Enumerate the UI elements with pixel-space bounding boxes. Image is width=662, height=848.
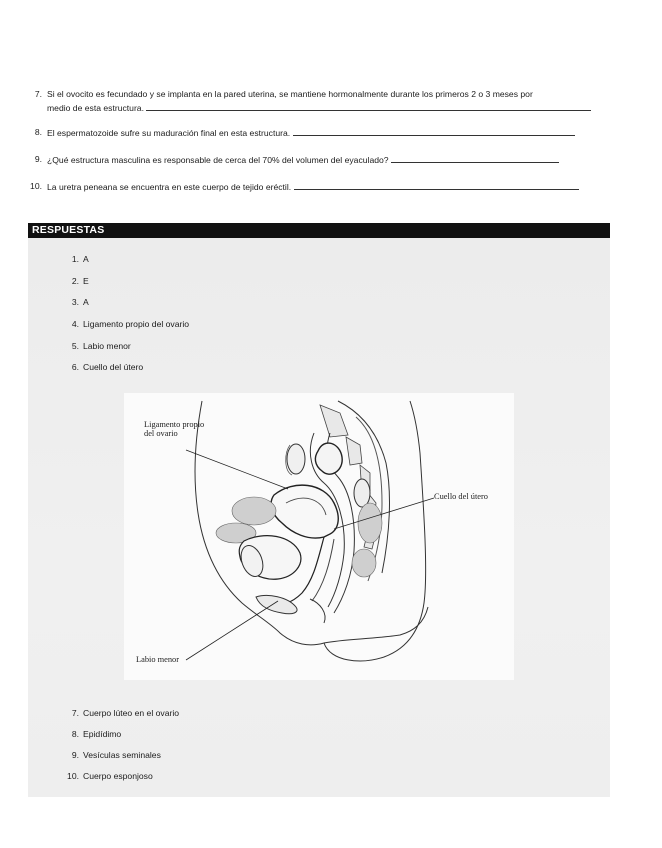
question-text: La uretra peneana se encuentra en este cuerpo de tejido eréctil. (47, 182, 292, 192)
answer-item (60, 707, 360, 719)
question-text: ¿Qué estructura masculina es responsable de cerca del 70% del volumen del eyaculado? (47, 155, 389, 165)
question-number: 8. (34, 127, 42, 137)
answer-blank[interactable] (293, 126, 575, 136)
answer-blank[interactable] (391, 153, 559, 163)
question-number: 7. (34, 89, 42, 99)
question-9 (30, 153, 610, 167)
answer-item (60, 318, 360, 330)
answer-blank[interactable] (146, 101, 591, 111)
answer-number: 7. (71, 708, 79, 718)
answer-blank[interactable] (294, 180, 579, 190)
answer-number: 5. (71, 341, 79, 351)
answer-number: 1. (71, 254, 79, 264)
answer-item (60, 253, 360, 265)
question-number: 9. (34, 154, 42, 164)
answer-text: A (83, 297, 89, 307)
answer-item (60, 770, 360, 782)
question-number: 10. (30, 181, 42, 191)
answer-text: E (83, 276, 89, 286)
answers-title: RESPUESTAS (32, 224, 105, 236)
answer-number: 10. (67, 771, 79, 781)
answers-banner (28, 223, 610, 238)
answer-text: Cuerpo lúteo en el ovario (83, 708, 180, 718)
answer-text: A (83, 254, 89, 264)
answer-text: Cuello del útero (83, 362, 144, 372)
question-8 (30, 126, 610, 140)
answer-text: Ligamento propio del ovario (83, 319, 190, 329)
question-text: Si el ovocito es fecundado y se implanta en la pared uterina, se mantiene hormonalmente durante los primeros 2 o 3 meses por (47, 89, 533, 99)
question-10 (30, 180, 610, 194)
answer-number: 6. (71, 362, 79, 372)
answer-item (60, 296, 360, 308)
label-ligamento: Ligamento propio del ovario (144, 420, 205, 438)
label-cuello: Cuello del útero (434, 492, 488, 501)
answer-number: 3. (71, 297, 79, 307)
answer-text: Cuerpo esponjoso (83, 771, 153, 781)
answer-item (60, 340, 360, 352)
answer-number: 8. (71, 729, 79, 739)
answer-item (60, 275, 360, 287)
answer-text: Labio menor (83, 341, 131, 351)
answer-item (60, 728, 360, 740)
answer-number: 2. (71, 276, 79, 286)
answer-text: Epidídimo (83, 729, 122, 739)
question-7 (30, 88, 610, 115)
question-text-cont: medio de esta estructura. (47, 103, 144, 113)
answer-number: 9. (71, 750, 79, 760)
answer-item (60, 361, 360, 373)
anatomy-figure (124, 393, 514, 680)
answer-number: 4. (71, 319, 79, 329)
label-labio: Labio menor (136, 655, 180, 664)
answer-item (60, 749, 360, 761)
question-text: El espermatozoide sufre su maduración final en esta estructura. (47, 128, 291, 138)
answer-text: Vesículas seminales (83, 750, 161, 760)
